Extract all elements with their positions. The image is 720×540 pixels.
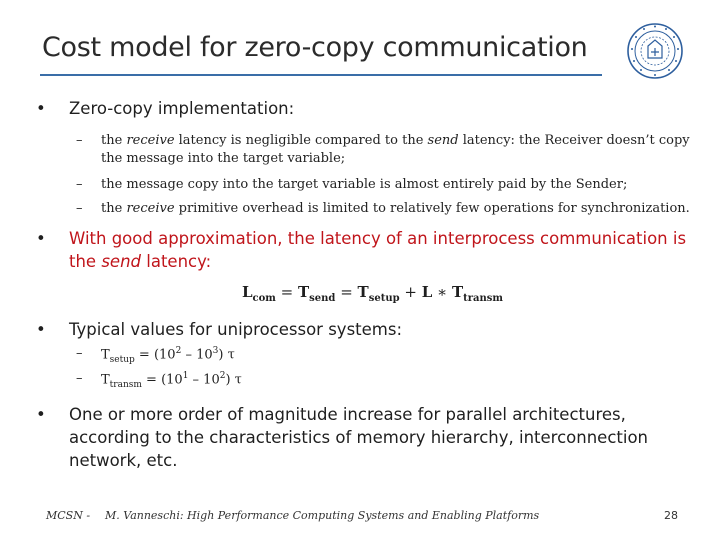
latency-formula: $L_{com} = T_{send} = T_{setup} + L$ ∗ $T_{transm}$	[242, 283, 504, 304]
bullet-dot: •	[36, 405, 46, 424]
title-underline	[40, 74, 602, 76]
bullet-dot: •	[36, 99, 46, 118]
slide-title: Cost model for zero-copy communication	[42, 32, 588, 63]
university-seal-logo	[626, 22, 684, 80]
page-number: 28	[664, 509, 678, 522]
footer-author: M. Vanneschi: High Performance Computing Systems and Enabling Platforms	[105, 509, 540, 522]
bullet-dot: •	[36, 229, 46, 248]
bullet-dot: •	[36, 320, 46, 339]
footer-course: MCSN -	[46, 509, 91, 522]
